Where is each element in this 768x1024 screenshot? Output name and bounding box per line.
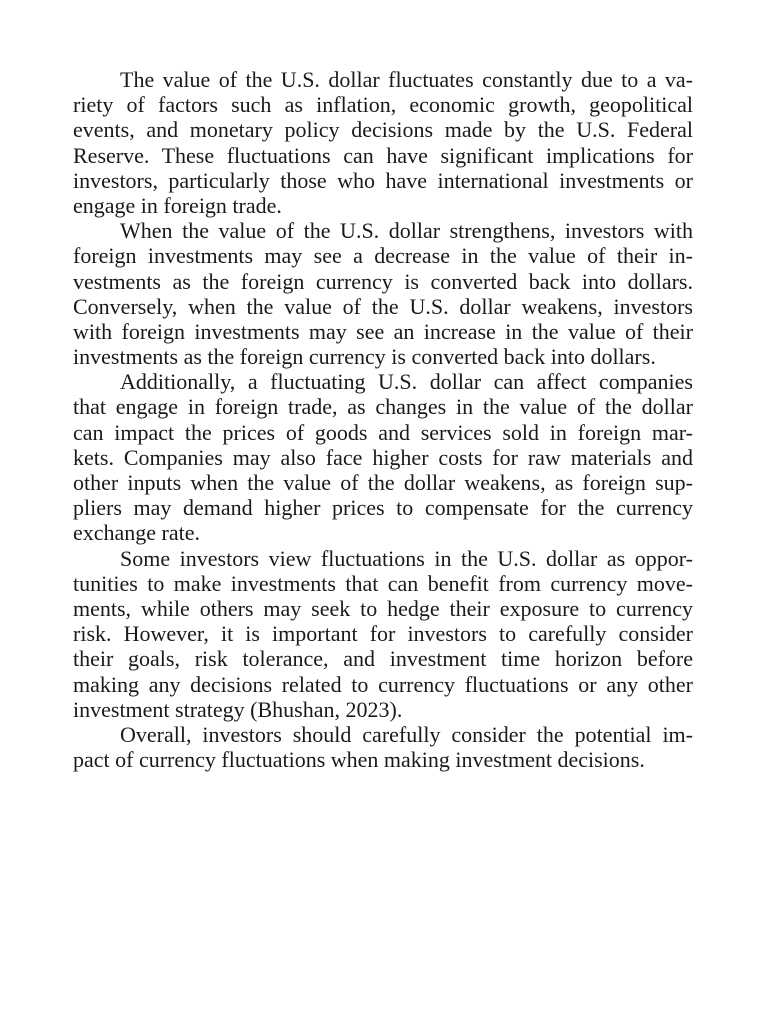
- text-line: vestments as the foreign currency is converted back into dollars.: [73, 268, 693, 294]
- text-line: that engage in foreign trade, as changes in the value of the dollar: [73, 394, 693, 420]
- text-line: other inputs when the value of the dollar weakens, as foreign sup-: [73, 470, 693, 495]
- text-line: events, and monetary policy decisions made by the U.S. Federal: [73, 117, 693, 143]
- text-line: engage in foreign trade.: [73, 192, 282, 218]
- text-line: riety of factors such as inflation, economic growth, geopolitical: [73, 92, 693, 118]
- text-line: making any decisions related to currency fluctuations or any other: [73, 671, 693, 697]
- paragraph-5: [73, 722, 693, 772]
- text-line: kets. Companies may also face higher costs for raw materials and: [73, 444, 693, 470]
- paragraph-4: [73, 546, 693, 722]
- text-line: Reserve. These fluctuations can have significant implications for: [73, 142, 693, 168]
- text-line: The value of the U.S. dollar fluctuates constantly due to a va-: [120, 67, 693, 92]
- paragraph-1: [73, 67, 693, 218]
- text-line: foreign investments may see a decrease in the value of their in-: [73, 243, 693, 269]
- paragraph-2: [73, 218, 693, 369]
- text-line: investments as the foreign currency is converted back into dollars.: [73, 344, 656, 370]
- text-line: Conversely, when the value of the U.S. dollar weakens, investors: [73, 293, 693, 319]
- text-line: tunities to make investments that can benefit from currency move-: [73, 570, 693, 596]
- text-line: with foreign investments may see an increase in the value of their: [73, 318, 693, 344]
- text-line: risk. However, it is important for investors to carefully consider: [73, 621, 693, 647]
- text-line: exchange rate.: [73, 520, 201, 546]
- text-line: Some investors view fluctuations in the U.S. dollar as oppor-: [120, 545, 693, 571]
- text-line: Overall, investors should carefully consider the potential im-: [120, 721, 693, 747]
- paragraph-3: [73, 369, 693, 545]
- document-page: [73, 67, 693, 772]
- text-line: pliers may demand higher prices to compensate for the currency: [73, 495, 693, 521]
- text-line: ments, while others may seek to hedge their exposure to currency: [73, 595, 693, 621]
- text-line: Additionally, a fluctuating U.S. dollar can affect companies: [120, 369, 693, 395]
- text-line: When the value of the U.S. dollar strengthens, investors with: [120, 218, 693, 244]
- text-line: pact of currency fluctuations when making investment decisions.: [73, 747, 645, 773]
- text-line: can impact the prices of goods and services sold in foreign mar-: [73, 419, 693, 445]
- text-line: their goals, risk tolerance, and investment time horizon before: [73, 646, 693, 672]
- text-line: investment strategy (Bhushan, 2023).: [73, 696, 403, 722]
- text-line: investors, particularly those who have international investments or: [73, 167, 693, 193]
